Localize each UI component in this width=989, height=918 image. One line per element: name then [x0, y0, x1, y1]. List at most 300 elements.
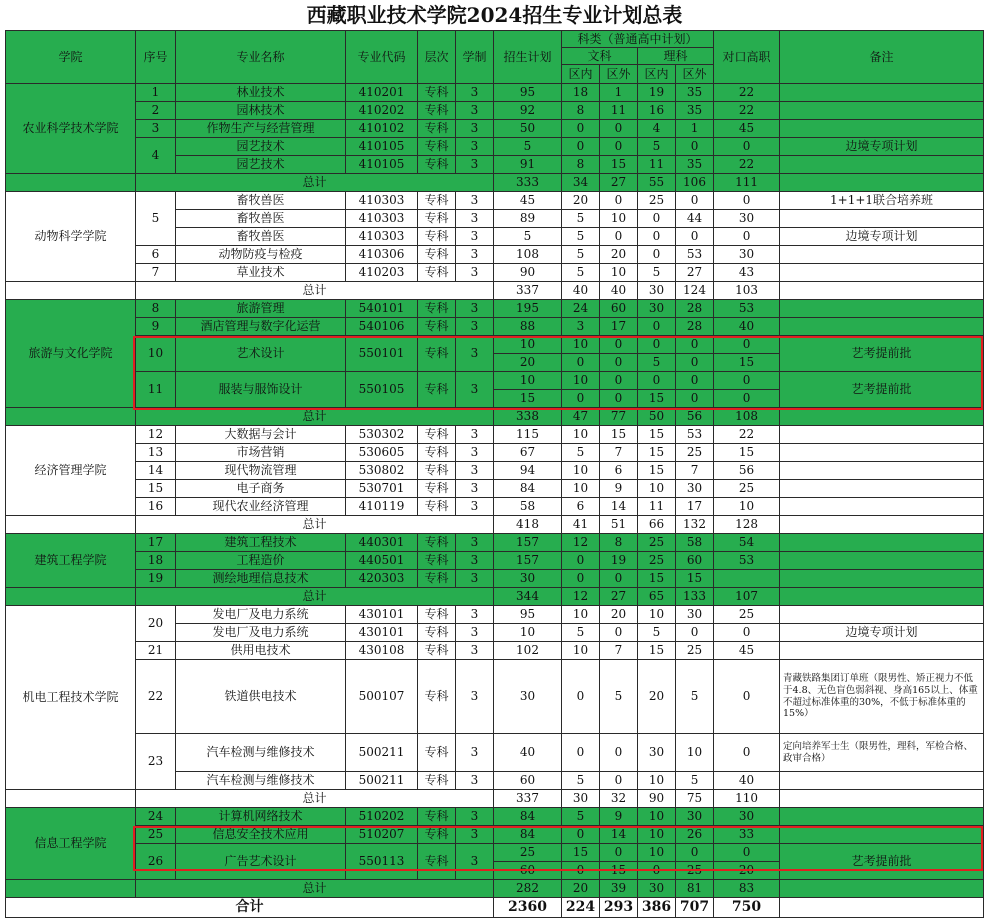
science-inside: 0: [638, 336, 676, 354]
years: 3: [456, 772, 494, 790]
header-major: 专业名称: [176, 31, 346, 84]
arts-inside: 5: [562, 264, 600, 282]
science-inside: 5: [638, 624, 676, 642]
seq-number: 24: [136, 808, 176, 826]
seq-number: 4: [136, 138, 176, 174]
seq-number: 23: [136, 734, 176, 790]
science-outside: 30: [676, 480, 714, 498]
arts-inside: 5: [562, 624, 600, 642]
table-row: [6, 570, 984, 588]
subtotal-label: 总计: [136, 880, 494, 898]
major-code: 510207: [346, 826, 418, 844]
years: 3: [456, 844, 494, 880]
major-name: 园艺技术: [176, 138, 346, 156]
seq-number: 10: [136, 336, 176, 372]
arts-outside: 10: [600, 210, 638, 228]
arts-outside: 19: [600, 552, 638, 570]
grand-total-remark: [780, 898, 984, 918]
plan: 90: [494, 264, 562, 282]
remark: 青藏铁路集团订单班（限男性、矫正视力不低于4.8、无色盲色弱斜视、身高165以上、体重不超过标准体重的30%，不低于标准体重的15%）: [780, 660, 984, 734]
college-name: 农业科学技术学院: [6, 84, 136, 174]
table-row: [6, 462, 984, 480]
subtotal-vocational: 107: [714, 588, 780, 606]
arts-outside: 0: [600, 228, 638, 246]
subtotal-spacer: [6, 174, 136, 192]
remark: 艺考提前批: [780, 336, 984, 372]
level: 专科: [418, 606, 456, 624]
remark: [780, 498, 984, 516]
major-name: 畜牧兽医: [176, 210, 346, 228]
science-inside: 25: [638, 534, 676, 552]
subtotal-arts-outside: 40: [600, 282, 638, 300]
plan: 20: [494, 354, 562, 372]
vocational: 45: [714, 642, 780, 660]
plan: 92: [494, 102, 562, 120]
seq-number: 26: [136, 844, 176, 880]
remark: [780, 462, 984, 480]
plan: 50: [494, 120, 562, 138]
subtotal-science-inside: 50: [638, 408, 676, 426]
subtotal-row: [6, 516, 984, 534]
years: 3: [456, 734, 494, 772]
remark: [780, 156, 984, 174]
subtotal-spacer: [6, 408, 136, 426]
science-outside: 53: [676, 426, 714, 444]
subtotal-remark: [780, 588, 984, 606]
plan: 94: [494, 462, 562, 480]
arts-inside: 0: [562, 570, 600, 588]
major-code: 540106: [346, 318, 418, 336]
page-title: 西藏职业技术学院2024招生专业计划总表: [306, 3, 683, 27]
table-row: [6, 734, 984, 772]
plan: 95: [494, 606, 562, 624]
years: 3: [456, 318, 494, 336]
subtotal-science-inside: 90: [638, 790, 676, 808]
subtotal-remark: [780, 880, 984, 898]
science-outside: 35: [676, 102, 714, 120]
vocational: 0: [714, 372, 780, 390]
major-code: 430101: [346, 624, 418, 642]
vocational: 40: [714, 318, 780, 336]
years: 3: [456, 300, 494, 318]
science-outside: 28: [676, 300, 714, 318]
science-outside: 30: [676, 606, 714, 624]
plan: 15: [494, 390, 562, 408]
subtotal-vocational: 111: [714, 174, 780, 192]
seq-number: 20: [136, 606, 176, 642]
major-name: 动物防疫与检疫: [176, 246, 346, 264]
table-row: [6, 264, 984, 282]
major-name: 电子商务: [176, 480, 346, 498]
science-outside: 28: [676, 318, 714, 336]
science-outside: 0: [676, 354, 714, 372]
science-inside: 15: [638, 390, 676, 408]
arts-inside: 0: [562, 660, 600, 734]
science-inside: 25: [638, 192, 676, 210]
science-inside: 30: [638, 734, 676, 772]
subtotal-arts-inside: 47: [562, 408, 600, 426]
vocational: 20: [714, 862, 780, 880]
arts-outside: 15: [600, 156, 638, 174]
table-row: [6, 534, 984, 552]
years: 3: [456, 84, 494, 102]
header-college: 学院: [6, 31, 136, 84]
arts-inside: 10: [562, 480, 600, 498]
vocational: 30: [714, 246, 780, 264]
major-code: 550113: [346, 844, 418, 880]
subtotal-science-inside: 55: [638, 174, 676, 192]
seq-number: 18: [136, 552, 176, 570]
vocational: 15: [714, 444, 780, 462]
arts-inside: 0: [562, 734, 600, 772]
level: 专科: [418, 300, 456, 318]
science-outside: 5: [676, 772, 714, 790]
major-name: 发电厂及电力系统: [176, 606, 346, 624]
remark: [780, 480, 984, 498]
major-code: 550101: [346, 336, 418, 372]
plan: 89: [494, 210, 562, 228]
plan: 84: [494, 808, 562, 826]
table-row: [6, 336, 984, 354]
science-outside: 60: [676, 552, 714, 570]
science-outside: 0: [676, 624, 714, 642]
level: 专科: [418, 772, 456, 790]
major-code: 430101: [346, 606, 418, 624]
subtotal-science-inside: 30: [638, 880, 676, 898]
arts-outside: 9: [600, 480, 638, 498]
remark: 艺考提前批: [780, 844, 984, 880]
seq-number: 25: [136, 826, 176, 844]
science-outside: 44: [676, 210, 714, 228]
arts-inside: 10: [562, 606, 600, 624]
vocational: 0: [714, 844, 780, 862]
years: 3: [456, 102, 494, 120]
seq-number: 13: [136, 444, 176, 462]
arts-inside: 10: [562, 426, 600, 444]
major-code: 410119: [346, 498, 418, 516]
subtotal-arts-inside: 40: [562, 282, 600, 300]
remark: [780, 606, 984, 624]
arts-inside: 6: [562, 498, 600, 516]
subtotal-plan: 418: [494, 516, 562, 534]
arts-outside: 0: [600, 624, 638, 642]
remark: 定向培养军士生（限男性，理科，军检合格、政审合格）: [780, 734, 984, 772]
seq-number: 3: [136, 120, 176, 138]
remark: [780, 552, 984, 570]
subtotal-arts-outside: 27: [600, 174, 638, 192]
science-outside: 53: [676, 246, 714, 264]
subtotal-remark: [780, 408, 984, 426]
seq-number: 8: [136, 300, 176, 318]
arts-outside: 0: [600, 192, 638, 210]
major-name: 测绘地理信息技术: [176, 570, 346, 588]
science-inside: 10: [638, 772, 676, 790]
table-row: [6, 660, 984, 734]
arts-outside: 8: [600, 534, 638, 552]
remark: [780, 210, 984, 228]
arts-inside: 0: [562, 120, 600, 138]
table-row: [6, 426, 984, 444]
arts-inside: 0: [562, 390, 600, 408]
years: 3: [456, 498, 494, 516]
subtotal-arts-outside: 77: [600, 408, 638, 426]
level: 专科: [418, 480, 456, 498]
remark: [780, 570, 984, 588]
seq-number: 11: [136, 372, 176, 408]
arts-inside: 10: [562, 462, 600, 480]
major-name: 草业技术: [176, 264, 346, 282]
subtotal-remark: [780, 790, 984, 808]
major-code: 410203: [346, 264, 418, 282]
arts-outside: 0: [600, 772, 638, 790]
grand-total-science-outside: 707: [676, 898, 714, 918]
subtotal-plan: 333: [494, 174, 562, 192]
grand-total-science-inside: 386: [638, 898, 676, 918]
years: 3: [456, 660, 494, 734]
arts-outside: 0: [600, 354, 638, 372]
years: 3: [456, 552, 494, 570]
vocational: 0: [714, 336, 780, 354]
subtotal-spacer: [6, 282, 136, 300]
subtotal-remark: [780, 174, 984, 192]
major-name: 市场营销: [176, 444, 346, 462]
remark: 边境专项计划: [780, 228, 984, 246]
arts-outside: 5: [600, 660, 638, 734]
years: 3: [456, 642, 494, 660]
header-years: 学制: [456, 31, 494, 84]
table-row: [6, 372, 984, 390]
major-code: 530605: [346, 444, 418, 462]
arts-outside: 7: [600, 642, 638, 660]
level: 专科: [418, 462, 456, 480]
seq-number: 12: [136, 426, 176, 444]
science-inside: 20: [638, 660, 676, 734]
vocational: 25: [714, 480, 780, 498]
science-outside: 35: [676, 84, 714, 102]
plan: 157: [494, 552, 562, 570]
arts-outside: 0: [600, 570, 638, 588]
header-arts-inside: 区内: [562, 65, 600, 84]
arts-inside: 0: [562, 862, 600, 880]
level: 专科: [418, 336, 456, 372]
plan: 40: [494, 734, 562, 772]
years: 3: [456, 444, 494, 462]
subtotal-science-outside: 132: [676, 516, 714, 534]
science-outside: 0: [676, 372, 714, 390]
header-arts-outside: 区外: [600, 65, 638, 84]
science-inside: 10: [638, 808, 676, 826]
level: 专科: [418, 734, 456, 772]
science-inside: 10: [638, 606, 676, 624]
header-science-outside: 区外: [676, 65, 714, 84]
arts-outside: 0: [600, 336, 638, 354]
vocational: 0: [714, 390, 780, 408]
subtotal-row: [6, 282, 984, 300]
science-outside: 25: [676, 862, 714, 880]
vocational: 0: [714, 138, 780, 156]
remark: [780, 426, 984, 444]
science-outside: 26: [676, 826, 714, 844]
college-name: 经济管理学院: [6, 426, 136, 516]
plan: 45: [494, 192, 562, 210]
arts-inside: 15: [562, 844, 600, 862]
major-code: 540101: [346, 300, 418, 318]
remark: [780, 642, 984, 660]
remark: [780, 246, 984, 264]
level: 专科: [418, 624, 456, 642]
vocational: 22: [714, 102, 780, 120]
header-arts: 文科: [562, 48, 638, 65]
science-inside: 15: [638, 462, 676, 480]
plan: 84: [494, 480, 562, 498]
major-code: 550105: [346, 372, 418, 408]
subtotal-remark: [780, 282, 984, 300]
science-outside: 1: [676, 120, 714, 138]
remark: 边境专项计划: [780, 138, 984, 156]
seq-number: 16: [136, 498, 176, 516]
science-inside: 0: [638, 372, 676, 390]
vocational: 25: [714, 606, 780, 624]
plan: 115: [494, 426, 562, 444]
subtotal-spacer: [6, 588, 136, 606]
level: 专科: [418, 660, 456, 734]
vocational: 43: [714, 264, 780, 282]
seq-number: 19: [136, 570, 176, 588]
major-name: 汽车检测与维修技术: [176, 734, 346, 772]
major-code: 530701: [346, 480, 418, 498]
years: 3: [456, 264, 494, 282]
plan: 10: [494, 624, 562, 642]
level: 专科: [418, 372, 456, 408]
level: 专科: [418, 264, 456, 282]
vocational: [714, 570, 780, 588]
arts-outside: 10: [600, 264, 638, 282]
years: 3: [456, 192, 494, 210]
remark: [780, 300, 984, 318]
science-inside: 5: [638, 138, 676, 156]
seq-number: 7: [136, 264, 176, 282]
science-inside: 0: [638, 228, 676, 246]
vocational: 30: [714, 808, 780, 826]
header-science: 理科: [638, 48, 714, 65]
enrollment-plan-table: [5, 30, 984, 918]
level: 专科: [418, 444, 456, 462]
level: 专科: [418, 210, 456, 228]
arts-inside: 10: [562, 372, 600, 390]
arts-outside: 11: [600, 102, 638, 120]
science-inside: 16: [638, 102, 676, 120]
college-name: 动物科学学院: [6, 192, 136, 282]
table-row: [6, 138, 984, 156]
science-outside: 0: [676, 844, 714, 862]
vocational: 0: [714, 734, 780, 772]
subtotal-vocational: 128: [714, 516, 780, 534]
subtotal-plan: 337: [494, 282, 562, 300]
science-inside: 0: [638, 862, 676, 880]
subtotal-science-outside: 81: [676, 880, 714, 898]
grand-total-label: 合计: [6, 898, 494, 918]
science-inside: 0: [638, 318, 676, 336]
subtotal-vocational: 110: [714, 790, 780, 808]
level: 专科: [418, 570, 456, 588]
remark: 边境专项计划: [780, 624, 984, 642]
major-code: 440301: [346, 534, 418, 552]
science-inside: 0: [638, 246, 676, 264]
years: 3: [456, 336, 494, 372]
science-outside: 0: [676, 192, 714, 210]
vocational: 22: [714, 156, 780, 174]
major-code: 410102: [346, 120, 418, 138]
table-row: [6, 84, 984, 102]
science-inside: 11: [638, 498, 676, 516]
remark: [780, 264, 984, 282]
science-inside: 10: [638, 480, 676, 498]
arts-inside: 10: [562, 336, 600, 354]
science-inside: 0: [638, 210, 676, 228]
remark: [780, 444, 984, 462]
table-row: [6, 318, 984, 336]
arts-outside: 14: [600, 826, 638, 844]
seq-number: 17: [136, 534, 176, 552]
arts-inside: 5: [562, 246, 600, 264]
plan: 58: [494, 498, 562, 516]
science-inside: 15: [638, 570, 676, 588]
grand-total-arts-inside: 224: [562, 898, 600, 918]
science-outside: 15: [676, 570, 714, 588]
years: 3: [456, 606, 494, 624]
major-code: 410303: [346, 210, 418, 228]
major-name: 信息安全技术应用: [176, 826, 346, 844]
college-name: 机电工程技术学院: [6, 606, 136, 790]
arts-inside: 0: [562, 138, 600, 156]
major-code: 410303: [346, 228, 418, 246]
header-plan: 招生计划: [494, 31, 562, 84]
header-vocational: 对口高职: [714, 31, 780, 84]
science-outside: 10: [676, 734, 714, 772]
science-inside: 19: [638, 84, 676, 102]
science-outside: 30: [676, 808, 714, 826]
major-name: 供用电技术: [176, 642, 346, 660]
major-name: 建筑工程技术: [176, 534, 346, 552]
plan: 195: [494, 300, 562, 318]
subtotal-science-outside: 133: [676, 588, 714, 606]
table-row: [6, 480, 984, 498]
years: 3: [456, 210, 494, 228]
arts-outside: 20: [600, 606, 638, 624]
science-inside: 15: [638, 426, 676, 444]
years: 3: [456, 372, 494, 408]
vocational: 56: [714, 462, 780, 480]
major-code: 420303: [346, 570, 418, 588]
subtotal-vocational: 103: [714, 282, 780, 300]
subtotal-label: 总计: [136, 174, 494, 192]
arts-outside: 20: [600, 246, 638, 264]
level: 专科: [418, 534, 456, 552]
arts-outside: 1: [600, 84, 638, 102]
header-level: 层次: [418, 31, 456, 84]
subtotal-arts-outside: 27: [600, 588, 638, 606]
vocational: 10: [714, 498, 780, 516]
arts-inside: 5: [562, 210, 600, 228]
subtotal-plan: 344: [494, 588, 562, 606]
science-inside: 15: [638, 444, 676, 462]
subtotal-science-inside: 65: [638, 588, 676, 606]
major-name: 汽车检测与维修技术: [176, 772, 346, 790]
years: 3: [456, 808, 494, 826]
subtotal-science-outside: 56: [676, 408, 714, 426]
table-row: [6, 120, 984, 138]
seq-number: 14: [136, 462, 176, 480]
